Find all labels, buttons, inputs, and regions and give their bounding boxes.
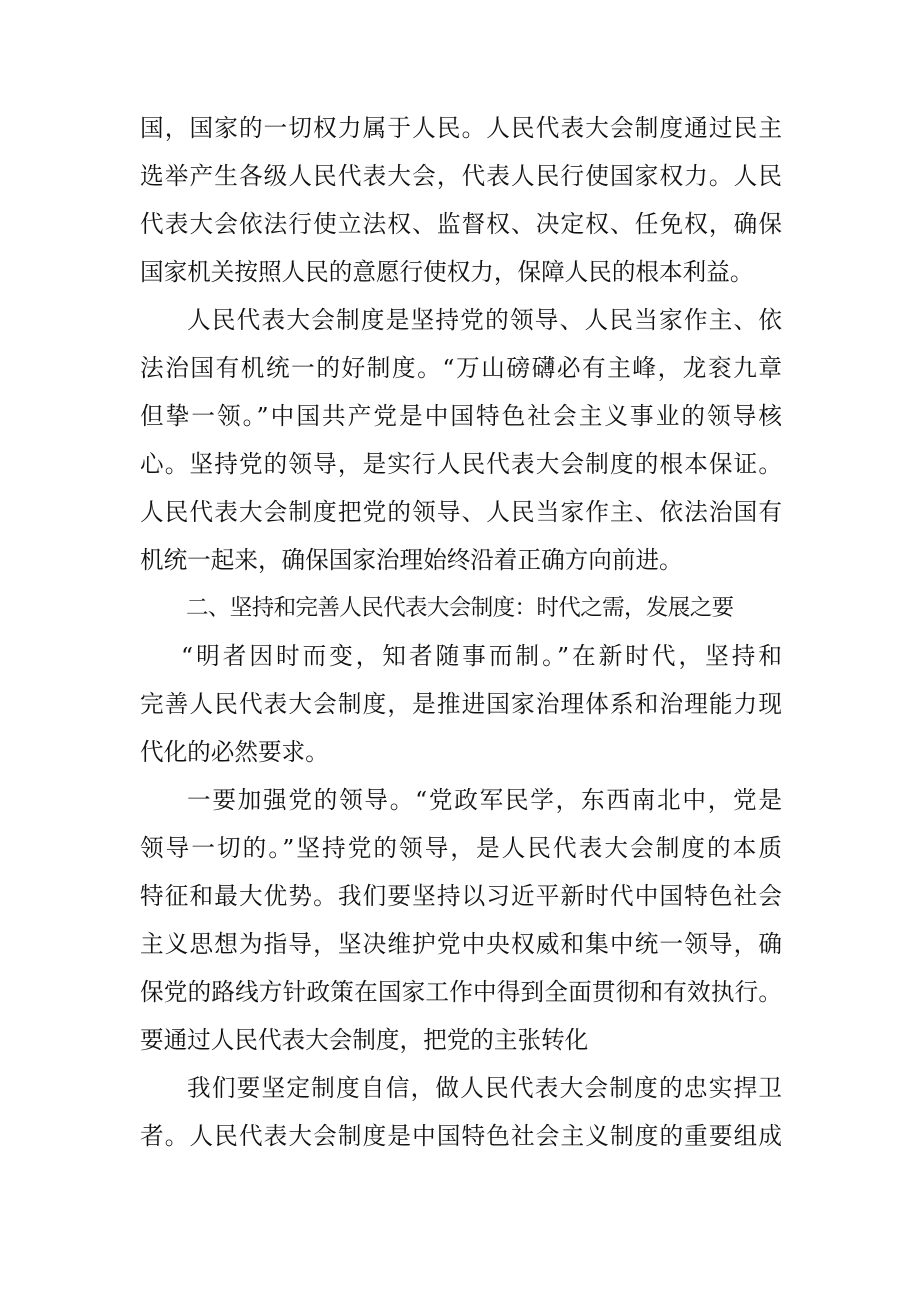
text-line: 心。坚持党的领导，是实行人民代表大会制度的根本保证。 <box>140 450 782 478</box>
text-line: 机统一起来，确保国家治理始终沿着正确方向前进。 <box>140 546 683 574</box>
text-line: 选举产生各级人民代表大会，代表人民行使国家权力。人民 <box>140 162 782 190</box>
text-line: 国家机关按照人民的意愿行使权力，保障人民的根本利益。 <box>140 258 754 286</box>
section-heading: 二、坚持和完善人民代表大会制度：时代之需，发展之要 <box>186 595 734 621</box>
text-line: 特征和最大优势。我们要坚持以习近平新时代中国特色社会 <box>140 882 782 910</box>
text-line: 领导一切的。”坚持党的领导，是人民代表大会制度的本质 <box>140 834 782 862</box>
text-line: 人民代表大会制度把党的领导、人民当家作主、依法治国有 <box>140 498 782 526</box>
text-line: 代表大会依法行使立法权、监督权、决定权、任免权，确保 <box>140 210 782 238</box>
text-line: 法治国有机统一的好制度。“万山磅礴必有主峰，龙衮九章 <box>140 354 782 382</box>
document-page <box>140 104 782 1160</box>
text-line: 但挚一领。”中国共产党是中国特色社会主义事业的领导核 <box>140 402 782 430</box>
text-line: 国，国家的一切权力属于人民。人民代表大会制度通过民主 <box>140 114 782 142</box>
text-line: 代化的必然要求。 <box>140 738 329 766</box>
text-line: 保党的路线方针政策在国家工作中得到全面贯彻和有效执行。 <box>140 978 782 1006</box>
paragraph-first-line: 我们要坚定制度自信，做人民代表大会制度的忠实捍卫 <box>187 1074 782 1102</box>
paragraph-first-line: 人民代表大会制度是坚持党的领导、人民当家作主、依 <box>187 306 782 334</box>
paragraph-first-line: “明者因时而变，知者随事而制。”在新时代，坚持和 <box>181 642 782 670</box>
paragraph-first-line: 一要加强党的领导。“党政军民学，东西南北中，党是 <box>187 786 782 814</box>
text-line: 者。人民代表大会制度是中国特色社会主义制度的重要组成 <box>140 1122 782 1150</box>
text-line: 完善人民代表大会制度，是推进国家治理体系和治理能力现 <box>140 690 782 718</box>
text-line: 主义思想为指导，坚决维护党中央权威和集中统一领导，确 <box>140 930 782 958</box>
text-line: 要通过人民代表大会制度，把党的主张转化 <box>140 1026 589 1054</box>
